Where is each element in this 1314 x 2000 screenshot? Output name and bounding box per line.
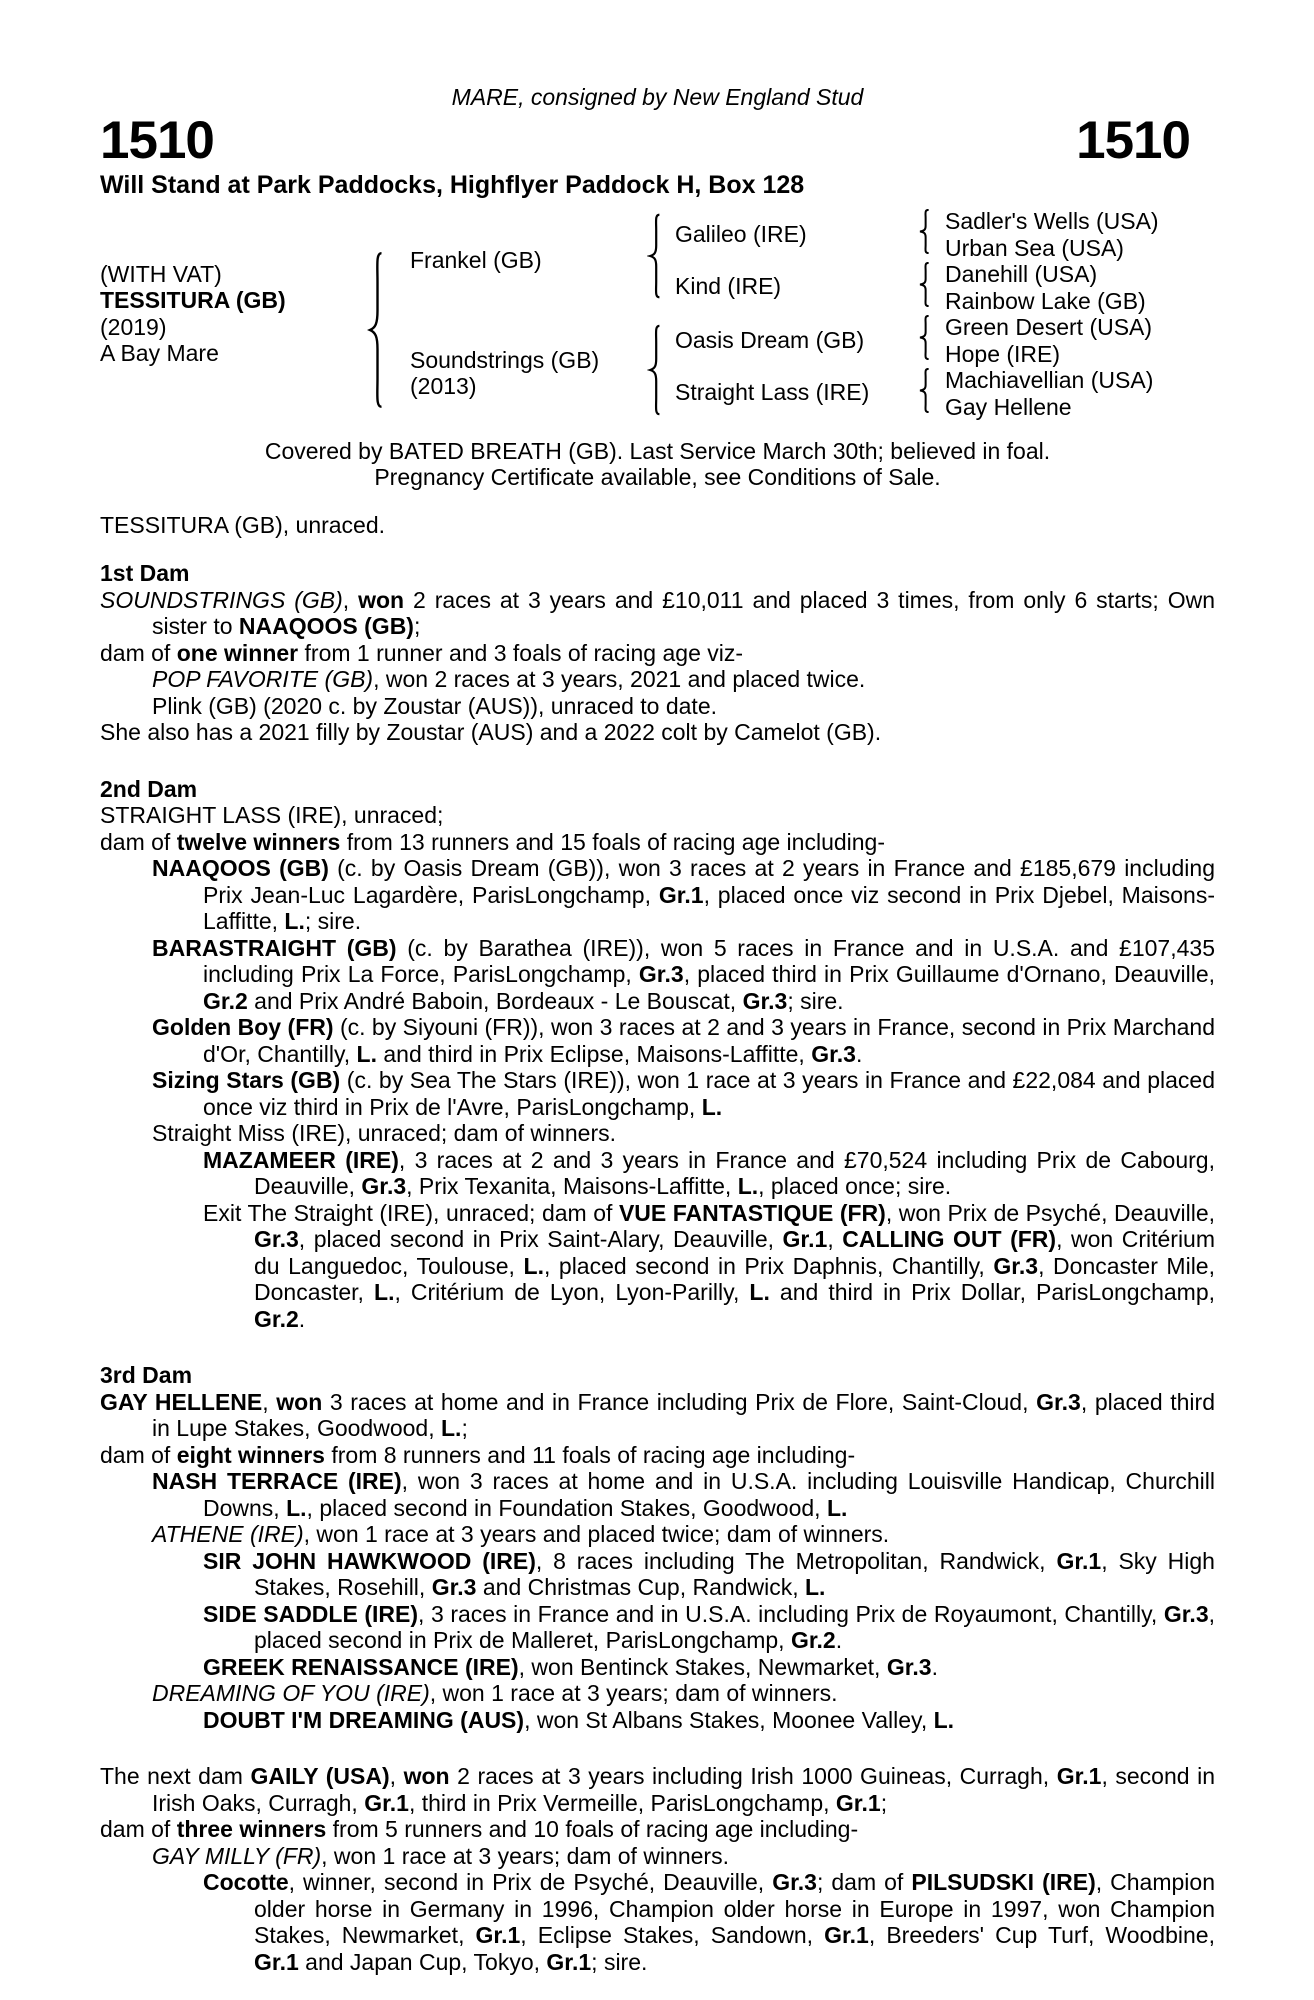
gen4-name: Machiavellian (USA): [945, 366, 1154, 393]
gen4-name: Danehill (USA): [945, 260, 1098, 287]
pedigree-paragraph: POP FAVORITE (GB), won 2 races at 3 years, 2021 and placed twice.: [152, 666, 866, 692]
gen4-name: Gay Hellene: [945, 393, 1072, 420]
pedigree-paragraph: Straight Miss (IRE), unraced; dam of winners.: [152, 1120, 616, 1146]
covering-note: [100, 438, 1215, 491]
lot-number-right: 1510: [1076, 110, 1190, 170]
covering-line-2: Pregnancy Certificate available, see Conditions of Sale.: [374, 464, 941, 490]
pedigree-brace-sire: [647, 213, 663, 299]
foal-year: (2019): [100, 313, 167, 340]
pedigree-paragraph: DOUBT I'M DREAMING (AUS), won St Albans Stakes, Moonee Valley, L.: [203, 1706, 955, 1733]
pedigree-paragraph: STRAIGHT LASS (IRE), unraced;: [100, 802, 444, 828]
pedigree-paragraph: NAAQOOS (GB) (c. by Oasis Dream (GB)), won 3 races at 2 years in France and £185,679 including Prix Jean-Luc Lagardère, ParisLongchamp, Gr.1, placed once viz second in Prix Djebel, Maisons-Laffitte, L.; sire.: [152, 855, 1215, 934]
pedigree-brace-small: [917, 262, 932, 307]
dam-sections: [100, 560, 1215, 1975]
pedigree-paragraph: Exit The Straight (IRE), unraced; dam of VUE FANTASTIQUE (FR), won Prix de Psyché, Deauville, Gr.3, placed second in Prix Saint-Alary, Deauville, Gr.1, CALLING OUT (FR), won Critérium du Languedoc, Toulouse, L., placed second in Prix Daphnis, Chantilly, Gr.3, Doncaster Mile, Doncaster, L., Critérium de Lyon, Lyon-Parilly, L. and third in Prix Dollar, ParisLongchamp, Gr.2.: [203, 1199, 1216, 1332]
gen3-name: Kind (IRE): [675, 272, 782, 299]
pedigree-paragraph: GREEK RENAISSANCE (IRE), won Bentinck Stakes, Newmarket, Gr.3.: [203, 1653, 938, 1680]
pedigree-paragraph: dam of one winner from 1 runner and 3 foals of racing age viz-: [100, 639, 744, 666]
pedigree-chart: [100, 207, 1215, 431]
page-content: [0, 84, 1314, 1975]
dam-block: [410, 347, 599, 400]
lot-number-left: 1510: [100, 110, 214, 170]
pedigree-paragraph: She also has a 2021 filly by Zoustar (AUS) and a 2022 colt by Camelot (GB).: [100, 719, 882, 745]
stand-location-line: Will Stand at Park Paddocks, Highflyer Paddock H, Box 128: [100, 170, 805, 199]
pedigree-paragraph: MAZAMEER (IRE), 3 races at 2 and 3 years in France and £70,524 including Prix de Cabourg, Deauville, Gr.3, Prix Texanita, Maisons-Laffitte, L., placed once; sire.: [203, 1146, 1215, 1199]
lot-number-row: [100, 110, 1215, 170]
colour-sex: A Bay Mare: [100, 340, 219, 366]
pedigree-paragraph: Sizing Stars (GB) (c. by Sea The Stars (IRE)), won 1 race at 3 years in France and £22,084 and placed once viz third in Prix de l'Avre, ParisLongchamp, L.: [152, 1067, 1215, 1120]
dam-section-heading: 2nd Dam: [100, 775, 198, 802]
horse-name: TESSITURA (GB): [100, 287, 286, 313]
dam-section-heading: 3rd Dam: [100, 1362, 193, 1388]
mare-block: [100, 261, 286, 367]
dam-section: [100, 1362, 1215, 1733]
race-record-line: TESSITURA (GB), unraced.: [100, 511, 386, 538]
pedigree-paragraph: dam of twelve winners from 13 runners and 15 foals of racing age including-: [100, 828, 885, 855]
pedigree-brace-small: [917, 368, 932, 413]
pedigree-brace-small: [917, 209, 932, 254]
pedigree-brace-small: [917, 315, 932, 360]
pedigree-paragraph: dam of three winners from 5 runners and 10 foals of racing age including-: [100, 1816, 859, 1842]
gen4-name: Urban Sea (USA): [945, 234, 1124, 261]
sire-name: Frankel (GB): [410, 246, 542, 273]
pedigree-paragraph: SOUNDSTRINGS (GB), won 2 races at 3 years and £10,011 and placed 3 times, from only 6 starts; Own sister to NAAQOOS (GB);: [100, 586, 1216, 639]
dam-section: [100, 1763, 1215, 1975]
pedigree-paragraph: SIDE SADDLE (IRE), 3 races in France and in U.S.A. including Prix de Royaumont, Chantilly, Gr.3, placed second in Prix de Malleret, ParisLongchamp, Gr.2.: [203, 1600, 1216, 1653]
dam-name: Soundstrings (GB): [410, 346, 600, 373]
pedigree-paragraph: NASH TERRACE (IRE), won 3 races at home and in U.S.A. including Louisville Handicap, Churchill Downs, L., placed second in Foundation Stakes, Goodwood, L.: [152, 1468, 1216, 1521]
pedigree-brace-dam: [647, 324, 663, 416]
dam-year: (2013): [410, 373, 477, 399]
pedigree-paragraph: Golden Boy (FR) (c. by Siyouni (FR)), won 3 races at 2 and 3 years in France, second in Prix Marchand d'Or, Chantilly, L. and third in Prix Eclipse, Maisons-Laffitte, Gr.3.: [152, 1014, 1215, 1067]
gen3-name: Straight Lass (IRE): [675, 378, 870, 405]
pedigree-paragraph: GAY HELLENE, won 3 races at home and in France including Prix de Flore, Saint-Cloud, Gr.3, placed third in Lupe Stakes, Goodwood, L.;: [100, 1388, 1215, 1441]
pedigree-brace-large: [366, 250, 386, 410]
pedigree-paragraph: DREAMING OF YOU (IRE), won 1 race at 3 years; dam of winners.: [152, 1680, 838, 1706]
gen4-name: Hope (IRE): [945, 340, 1061, 367]
pedigree-paragraph: BARASTRAIGHT (GB) (c. by Barathea (IRE)), won 5 races in France and in U.S.A. and £107,435 including Prix La Force, ParisLongchamp, Gr.3, placed third in Prix Guillaume d'Ornano, Deauville, Gr.2 and Prix André Baboin, Bordeaux - Le Bouscat, Gr.3; sire.: [152, 934, 1215, 1014]
dam-section-heading: 1st Dam: [100, 560, 190, 586]
covering-line-1: Covered by BATED BREATH (GB). Last Service March 30th; believed in foal.: [264, 437, 1051, 464]
pedigree-paragraph: GAY MILLY (FR), won 1 race at 3 years; dam of winners.: [152, 1842, 729, 1869]
consignor-line: MARE, consigned by New England Stud: [451, 84, 864, 110]
gen3-name: Oasis Dream (GB): [675, 326, 865, 353]
gen4-name: Sadler's Wells (USA): [945, 207, 1159, 234]
gen4-name: Rainbow Lake (GB): [945, 287, 1146, 314]
pedigree-paragraph: Plink (GB) (2020 c. by Zoustar (AUS)), unraced to date.: [152, 692, 718, 719]
gen3-name: Galileo (IRE): [675, 220, 807, 247]
dam-section: [100, 560, 1215, 746]
pedigree-paragraph: Cocotte, winner, second in Prix de Psyché, Deauville, Gr.3; dam of PILSUDSKI (IRE), Champion older horse in Germany in 1996, Champion older horse in Europe in 1997, won Champion Stakes, Newmarket, Gr.1, Eclipse Stakes, Sandown, Gr.1, Breeders' Cup Turf, Woodbine, Gr.1 and Japan Cup, Tokyo, Gr.1; sire.: [203, 1869, 1215, 1975]
pedigree-paragraph: ATHENE (IRE), won 1 race at 3 years and placed twice; dam of winners.: [152, 1521, 890, 1547]
pedigree-paragraph: dam of eight winners from 8 runners and 11 foals of racing age including-: [100, 1441, 856, 1468]
pedigree-paragraph: SIR JOHN HAWKWOOD (IRE), 8 races including The Metropolitan, Randwick, Gr.1, Sky High Stakes, Rosehill, Gr.3 and Christmas Cup, Randwick, L.: [203, 1547, 1215, 1600]
gen4-name: Green Desert (USA): [945, 313, 1153, 340]
pedigree-paragraph: The next dam GAILY (USA), won 2 races at 3 years including Irish 1000 Guineas, Curragh, Gr.1, second in Irish Oaks, Curragh, Gr.1, third in Prix Vermeille, ParisLongchamp, Gr.1;: [100, 1763, 1215, 1816]
vat-note: (WITH VAT): [100, 260, 222, 287]
dam-section: [100, 776, 1215, 1333]
